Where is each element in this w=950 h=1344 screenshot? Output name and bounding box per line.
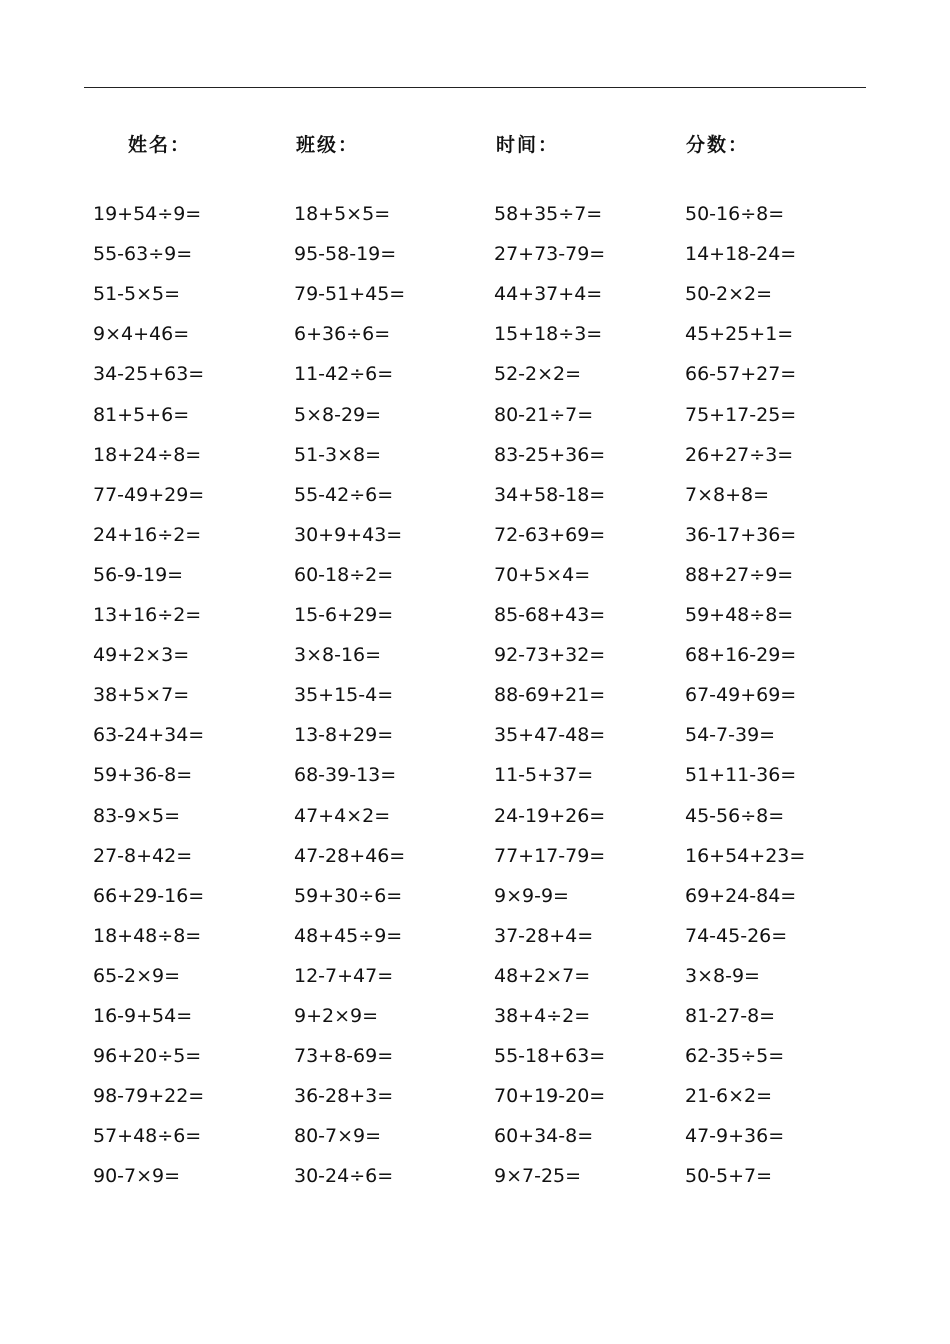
math-problem: 57+48÷6= (93, 1125, 202, 1147)
math-problem: 18+48÷8= (93, 925, 202, 947)
math-problem: 45+25+1= (685, 323, 794, 345)
math-problem: 79-51+45= (294, 283, 406, 305)
math-problem: 55-63÷9= (93, 243, 193, 265)
math-problem: 16+54+23= (685, 845, 806, 867)
math-problem: 67-49+69= (685, 684, 797, 706)
math-problem: 13-8+29= (294, 724, 394, 746)
math-problem: 54-7-39= (685, 724, 776, 746)
math-problem: 50-2×2= (685, 283, 773, 305)
math-problem: 15-6+29= (294, 604, 394, 626)
math-problem: 80-21÷7= (494, 404, 594, 426)
math-problem: 24-19+26= (494, 805, 606, 827)
math-problem: 48+45÷9= (294, 925, 403, 947)
math-problem: 80-7×9= (294, 1125, 382, 1147)
math-problem: 47-9+36= (685, 1125, 785, 1147)
math-problem: 77+17-79= (494, 845, 606, 867)
math-problem: 9×7-25= (494, 1165, 582, 1187)
math-problem: 72-63+69= (494, 524, 606, 546)
math-problem: 55-42÷6= (294, 484, 394, 506)
math-problem: 36-28+3= (294, 1085, 394, 1107)
math-problem: 70+19-20= (494, 1085, 606, 1107)
math-problem: 11-42÷6= (294, 363, 394, 385)
math-problem: 68+16-29= (685, 644, 797, 666)
math-problem: 35+15-4= (294, 684, 394, 706)
math-problem: 88+27÷9= (685, 564, 794, 586)
score-label: 分数： (686, 134, 750, 156)
math-problem: 63-24+34= (93, 724, 205, 746)
math-problem: 47-28+46= (294, 845, 406, 867)
math-problem: 55-18+63= (494, 1045, 606, 1067)
name-label: 姓名： (128, 134, 192, 156)
math-problem: 81+5+6= (93, 404, 190, 426)
math-problem: 66-57+27= (685, 363, 797, 385)
math-problem: 34-25+63= (93, 363, 205, 385)
math-problem: 45-56÷8= (685, 805, 785, 827)
math-problem: 59+36-8= (93, 764, 193, 786)
math-problem: 81-27-8= (685, 1005, 776, 1027)
time-label: 时间： (496, 134, 560, 156)
math-problem: 5×8-29= (294, 404, 382, 426)
math-problem: 92-73+32= (494, 644, 606, 666)
math-problem: 13+16÷2= (93, 604, 202, 626)
math-problem: 27+73-79= (494, 243, 606, 265)
math-problem: 96+20÷5= (93, 1045, 202, 1067)
math-problem: 59+30÷6= (294, 885, 403, 907)
math-problem: 75+17-25= (685, 404, 797, 426)
math-problem: 62-35÷5= (685, 1045, 785, 1067)
math-problem: 83-9×5= (93, 805, 181, 827)
math-problem: 98-79+22= (93, 1085, 205, 1107)
math-problem: 24+16÷2= (93, 524, 202, 546)
math-problem: 12-7+47= (294, 965, 394, 987)
math-problem: 18+24÷8= (93, 444, 202, 466)
math-problem: 56-9-19= (93, 564, 184, 586)
math-problem: 83-25+36= (494, 444, 606, 466)
math-problem: 88-69+21= (494, 684, 606, 706)
math-problem: 51+11-36= (685, 764, 797, 786)
math-problem: 60-18÷2= (294, 564, 394, 586)
math-problem: 3×8-9= (685, 965, 760, 987)
math-problem: 11-5+37= (494, 764, 594, 786)
math-problem: 16-9+54= (93, 1005, 193, 1027)
math-problem: 9+2×9= (294, 1005, 379, 1027)
math-problem: 73+8-69= (294, 1045, 394, 1067)
math-problem: 90-7×9= (93, 1165, 181, 1187)
math-problem: 85-68+43= (494, 604, 606, 626)
math-problem: 95-58-19= (294, 243, 397, 265)
math-problem: 69+24-84= (685, 885, 797, 907)
math-problem: 68-39-13= (294, 764, 397, 786)
math-problem: 9×9-9= (494, 885, 569, 907)
math-problem: 38+4÷2= (494, 1005, 591, 1027)
math-problem: 35+47-48= (494, 724, 606, 746)
math-problem: 77-49+29= (93, 484, 205, 506)
math-problem: 30+9+43= (294, 524, 403, 546)
math-problem: 15+18÷3= (494, 323, 603, 345)
math-problem: 7×8+8= (685, 484, 770, 506)
math-problem: 26+27÷3= (685, 444, 794, 466)
math-problem: 3×8-16= (294, 644, 382, 666)
math-problem: 36-17+36= (685, 524, 797, 546)
math-problem: 6+36÷6= (294, 323, 391, 345)
math-problem: 59+48÷8= (685, 604, 794, 626)
math-problem: 44+37+4= (494, 283, 603, 305)
math-problem: 50-16÷8= (685, 203, 785, 225)
math-problem: 21-6×2= (685, 1085, 773, 1107)
math-problem: 50-5+7= (685, 1165, 773, 1187)
math-problem: 70+5×4= (494, 564, 591, 586)
math-problem: 34+58-18= (494, 484, 606, 506)
math-problem: 66+29-16= (93, 885, 205, 907)
math-problem: 52-2×2= (494, 363, 582, 385)
math-problem: 19+54÷9= (93, 203, 202, 225)
math-problem: 9×4+46= (93, 323, 190, 345)
math-problem: 14+18-24= (685, 243, 797, 265)
math-problem: 47+4×2= (294, 805, 391, 827)
math-problem: 74-45-26= (685, 925, 788, 947)
math-problem: 58+35÷7= (494, 203, 603, 225)
math-problem: 37-28+4= (494, 925, 594, 947)
math-problem: 60+34-8= (494, 1125, 594, 1147)
class-label: 班级： (296, 134, 360, 156)
math-problem: 27-8+42= (93, 845, 193, 867)
math-problem: 51-5×5= (93, 283, 181, 305)
math-problem: 18+5×5= (294, 203, 391, 225)
math-problem: 38+5×7= (93, 684, 190, 706)
math-problem: 48+2×7= (494, 965, 591, 987)
math-problem: 51-3×8= (294, 444, 382, 466)
math-problem: 65-2×9= (93, 965, 181, 987)
math-problem: 30-24÷6= (294, 1165, 394, 1187)
math-problem: 49+2×3= (93, 644, 190, 666)
